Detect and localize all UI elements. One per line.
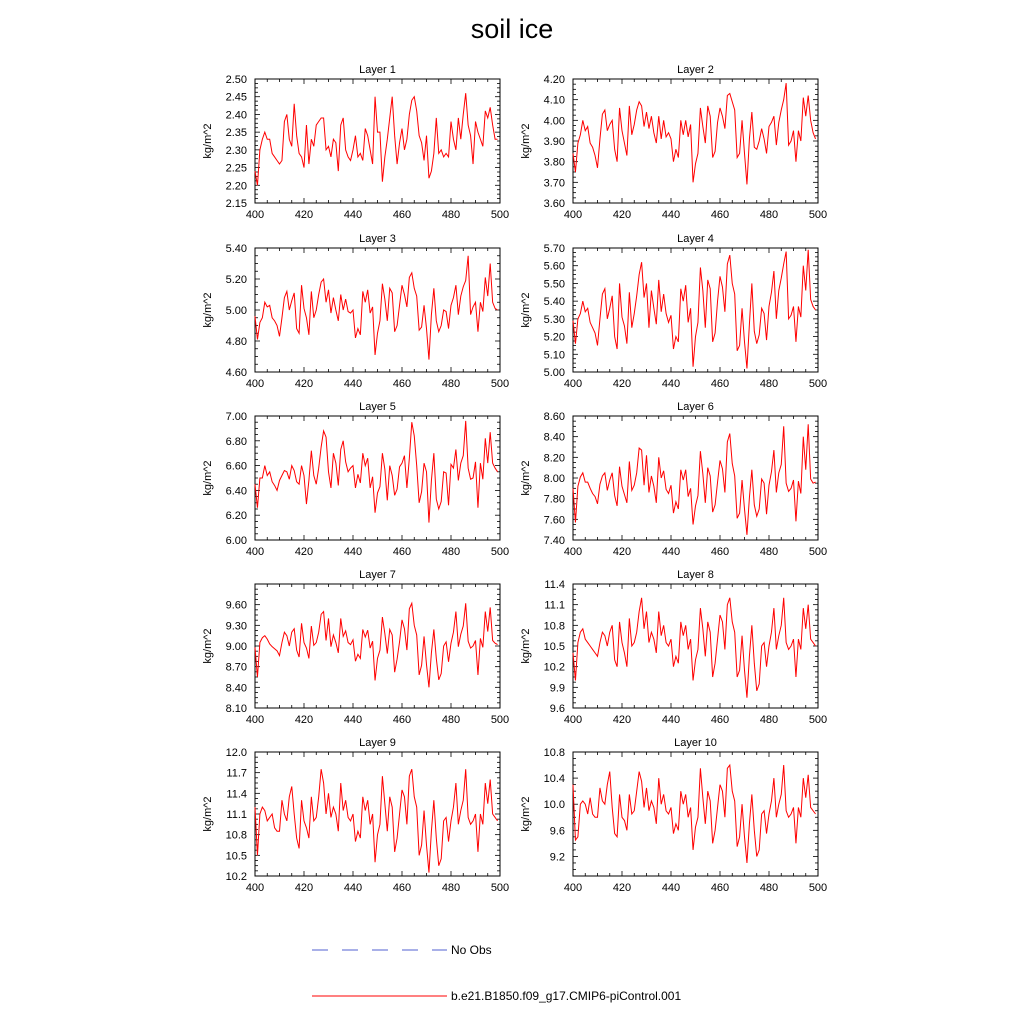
x-tick-label: 400: [563, 882, 583, 894]
y-tick-label: 5.40: [543, 296, 565, 309]
y-tick-label: 7.60: [543, 514, 565, 527]
x-tick-label: 500: [490, 714, 510, 726]
panel-7: [202, 569, 509, 726]
x-tick-label: 500: [808, 209, 828, 221]
series-line: [255, 769, 498, 872]
panel-2: [520, 64, 827, 221]
y-tick-label: 10.4: [543, 773, 565, 786]
y-tick-label: 10.0: [543, 799, 565, 812]
x-tick-label: 420: [612, 546, 632, 558]
y-tick-label: 9.6: [549, 825, 565, 838]
y-axis-label: kg/m^2: [520, 796, 532, 832]
y-tick-label: 6.40: [225, 485, 247, 498]
y-tick-label: 9.6: [549, 703, 565, 715]
y-tick-label: 8.40: [543, 431, 565, 444]
y-tick-label: 7.80: [543, 493, 565, 506]
x-tick-label: 440: [343, 546, 363, 558]
x-tick-label: 420: [612, 882, 632, 894]
x-tick-label: 460: [710, 209, 730, 221]
x-tick-label: 480: [441, 378, 461, 390]
x-tick-label: 400: [563, 209, 583, 221]
x-tick-label: 480: [759, 378, 779, 390]
y-axis-label: kg/m^2: [202, 123, 214, 159]
x-tick-label: 480: [441, 882, 461, 894]
y-tick-label: 10.8: [543, 747, 565, 759]
x-tick-label: 440: [343, 209, 363, 221]
x-tick-label: 480: [759, 714, 779, 726]
x-tick-label: 440: [661, 378, 681, 390]
x-tick-label: 420: [294, 209, 314, 221]
x-tick-label: 500: [490, 378, 510, 390]
y-tick-label: 3.80: [543, 156, 565, 169]
panel-title: Layer 3: [359, 233, 396, 245]
y-tick-label: 4.00: [543, 115, 565, 128]
y-tick-label: 2.50: [225, 74, 247, 86]
x-tick-label: 420: [294, 378, 314, 390]
panel-10: [520, 737, 827, 894]
series-line: [255, 256, 498, 360]
main-title: soil ice: [470, 14, 554, 44]
y-tick-label: 8.20: [543, 452, 565, 465]
y-tick-label: 9.60: [225, 599, 247, 612]
plot-frame: [573, 584, 818, 708]
y-tick-label: 5.10: [543, 349, 565, 362]
panel-title: Layer 10: [674, 737, 717, 749]
y-tick-label: 12.0: [225, 747, 247, 759]
plot-frame: [255, 248, 500, 372]
series-line: [255, 421, 498, 523]
legend-label: No Obs: [451, 943, 492, 957]
y-axis-label: kg/m^2: [520, 460, 532, 496]
plot-frame: [255, 584, 500, 708]
x-tick-label: 420: [294, 882, 314, 894]
y-tick-label: 5.50: [543, 278, 565, 291]
y-tick-label: 11.4: [226, 788, 247, 801]
x-tick-label: 480: [759, 546, 779, 558]
x-tick-label: 460: [710, 546, 730, 558]
y-tick-label: 5.40: [225, 243, 247, 255]
y-tick-label: 6.80: [225, 435, 247, 448]
y-tick-label: 2.45: [225, 91, 247, 104]
y-axis-label: kg/m^2: [520, 628, 532, 664]
x-tick-label: 400: [563, 714, 583, 726]
x-tick-label: 400: [245, 209, 265, 221]
x-tick-label: 420: [294, 546, 314, 558]
x-tick-label: 420: [612, 378, 632, 390]
series-line: [573, 83, 816, 184]
y-tick-label: 2.20: [225, 180, 247, 193]
y-tick-label: 8.60: [543, 411, 565, 423]
plot-frame: [255, 752, 500, 876]
x-tick-label: 400: [563, 546, 583, 558]
panel-title: Layer 5: [359, 401, 396, 413]
y-tick-label: 4.60: [225, 367, 247, 379]
y-tick-label: 11.1: [544, 599, 565, 612]
y-tick-label: 6.00: [225, 535, 247, 547]
y-tick-label: 2.35: [225, 127, 247, 140]
x-tick-label: 460: [392, 882, 412, 894]
panel-title: Layer 1: [359, 64, 396, 76]
x-tick-label: 440: [343, 714, 363, 726]
y-tick-label: 7.00: [225, 411, 247, 423]
x-tick-label: 500: [490, 209, 510, 221]
y-tick-label: 9.2: [549, 851, 565, 864]
x-tick-label: 480: [759, 209, 779, 221]
y-tick-label: 5.20: [543, 331, 565, 344]
panel-9: [202, 737, 509, 894]
legend-label: b.e21.B1850.f09_g17.CMIP6-piControl.001: [451, 989, 682, 1003]
x-tick-label: 460: [392, 209, 412, 221]
y-tick-label: 5.70: [543, 243, 565, 255]
x-tick-label: 500: [808, 546, 828, 558]
x-tick-label: 400: [563, 378, 583, 390]
y-tick-label: 8.70: [225, 661, 247, 674]
panel-title: Layer 8: [677, 569, 714, 581]
x-tick-label: 460: [710, 714, 730, 726]
panel-3: [202, 233, 509, 390]
panel-5: [202, 401, 509, 558]
series-line: [573, 765, 816, 863]
legend: [312, 943, 681, 1003]
y-tick-label: 8.10: [225, 703, 247, 715]
y-axis-label: kg/m^2: [202, 292, 214, 328]
plot-frame: [573, 752, 818, 876]
panel-6: [520, 401, 827, 558]
x-tick-label: 500: [808, 882, 828, 894]
y-tick-label: 7.40: [543, 535, 565, 547]
y-tick-label: 6.20: [225, 510, 247, 523]
x-tick-label: 460: [392, 378, 412, 390]
x-tick-label: 440: [661, 714, 681, 726]
y-tick-label: 5.60: [543, 260, 565, 273]
x-tick-label: 460: [710, 882, 730, 894]
y-axis-label: kg/m^2: [202, 460, 214, 496]
x-tick-label: 440: [661, 546, 681, 558]
y-tick-label: 10.8: [543, 620, 565, 633]
x-tick-label: 420: [294, 714, 314, 726]
x-tick-label: 460: [392, 546, 412, 558]
series-line: [573, 424, 816, 535]
y-tick-label: 4.10: [543, 94, 565, 107]
plot-frame: [255, 416, 500, 540]
y-tick-label: 10.8: [225, 829, 247, 842]
x-tick-label: 400: [245, 378, 265, 390]
y-tick-label: 11.1: [226, 809, 247, 821]
y-tick-label: 10.2: [225, 871, 247, 883]
x-tick-label: 500: [490, 546, 510, 558]
panel-title: Layer 6: [677, 401, 714, 413]
panel-title: Layer 7: [359, 569, 396, 581]
series-line: [573, 598, 816, 698]
panel-title: Layer 4: [677, 233, 714, 245]
series-line: [255, 603, 498, 687]
x-tick-label: 400: [245, 546, 265, 558]
y-tick-label: 8.00: [543, 473, 565, 485]
y-axis-label: kg/m^2: [202, 796, 214, 832]
x-tick-label: 480: [441, 714, 461, 726]
x-tick-label: 500: [808, 714, 828, 726]
y-tick-label: 10.2: [543, 661, 565, 674]
series-line: [255, 93, 498, 185]
x-tick-label: 420: [612, 209, 632, 221]
x-tick-label: 460: [710, 378, 730, 390]
y-tick-label: 11.7: [226, 767, 247, 780]
y-tick-label: 5.00: [543, 367, 565, 379]
x-tick-label: 440: [343, 378, 363, 390]
y-tick-label: 5.30: [543, 313, 565, 326]
x-tick-label: 400: [245, 882, 265, 894]
y-axis-label: kg/m^2: [520, 292, 532, 328]
x-tick-label: 500: [808, 378, 828, 390]
y-tick-label: 4.80: [225, 336, 247, 348]
y-tick-label: 11.4: [544, 579, 565, 591]
y-tick-label: 3.60: [543, 198, 565, 210]
x-tick-label: 480: [441, 546, 461, 558]
y-tick-label: 5.00: [225, 305, 247, 317]
panel-title: Layer 2: [677, 64, 714, 76]
panel-8: [520, 569, 827, 726]
y-tick-label: 10.5: [543, 641, 565, 653]
x-tick-label: 440: [661, 882, 681, 894]
y-axis-label: kg/m^2: [520, 123, 532, 159]
panel-title: Layer 9: [359, 737, 396, 749]
panel-1: [202, 64, 509, 221]
y-tick-label: 9.00: [225, 641, 247, 653]
y-tick-label: 2.15: [225, 198, 247, 210]
y-tick-label: 4.20: [543, 74, 565, 86]
y-tick-label: 6.60: [225, 460, 247, 473]
x-tick-label: 420: [612, 714, 632, 726]
x-tick-label: 500: [490, 882, 510, 894]
y-tick-label: 10.5: [225, 850, 247, 863]
y-axis-label: kg/m^2: [202, 628, 214, 664]
x-tick-label: 440: [343, 882, 363, 894]
y-tick-label: 2.40: [225, 109, 247, 122]
y-tick-label: 8.40: [225, 682, 247, 695]
plot-frame: [573, 79, 818, 203]
x-tick-label: 480: [441, 209, 461, 221]
y-tick-label: 5.20: [225, 274, 247, 286]
x-tick-label: 460: [392, 714, 412, 726]
panel-4: [520, 233, 827, 390]
x-tick-label: 400: [245, 714, 265, 726]
y-tick-label: 3.70: [543, 177, 565, 190]
x-tick-label: 480: [759, 882, 779, 894]
y-tick-label: 3.90: [543, 136, 565, 148]
x-tick-label: 440: [661, 209, 681, 221]
plot-frame: [573, 416, 818, 540]
y-tick-label: 9.30: [225, 620, 247, 633]
y-tick-label: 2.30: [225, 144, 247, 157]
y-tick-label: 2.25: [225, 162, 247, 175]
series-line: [573, 250, 816, 369]
y-tick-label: 9.9: [549, 682, 565, 695]
